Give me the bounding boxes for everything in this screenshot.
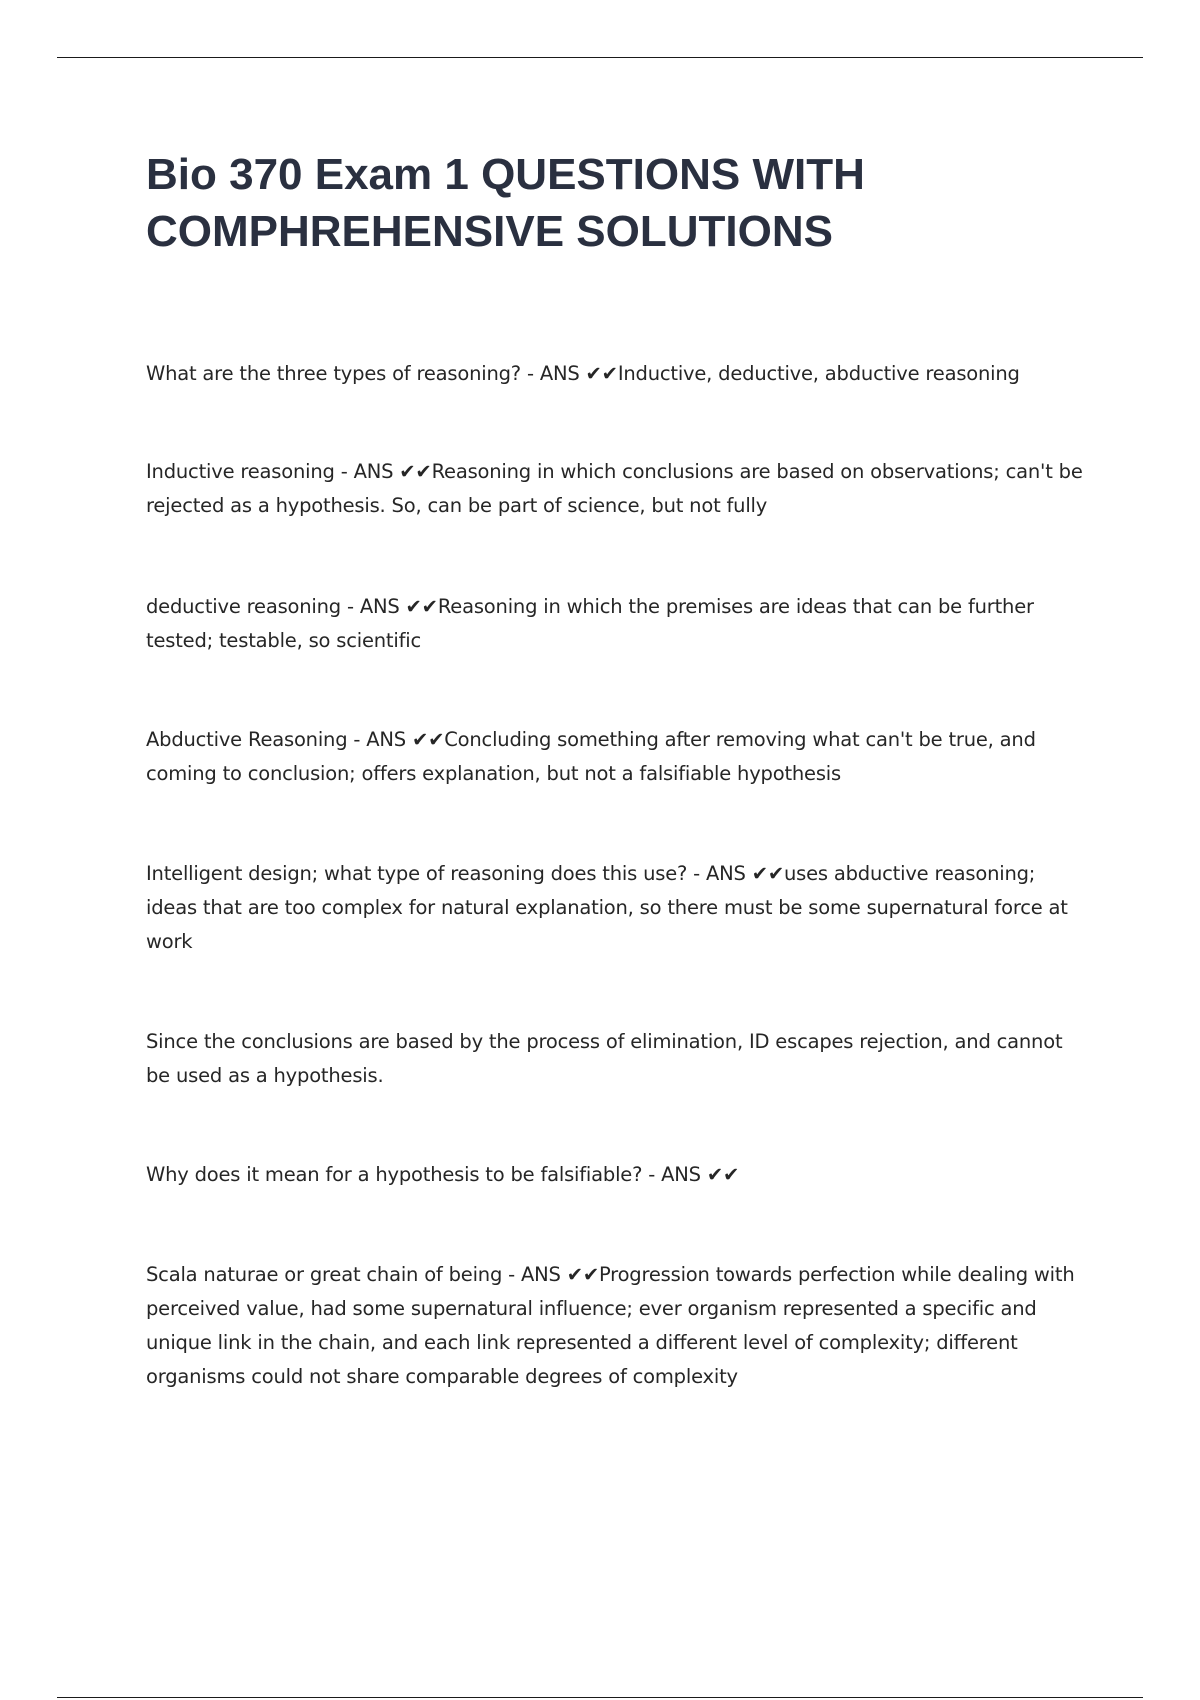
question-text: Inductive reasoning bbox=[146, 460, 335, 483]
answer-marker: ANS bbox=[366, 728, 406, 751]
checkmark-icon: ✔✔ bbox=[585, 362, 618, 385]
qa-item-8: Scala naturae or great chain of being - ANS ✔✔Progression towards perfection while dealing with perceived value, had some supernatural influence; ever organism represented a specific and unique link in the chain, and each link represented a different level of complexity; different organisms could not share comparable degrees of complexity bbox=[146, 1263, 1075, 1388]
question-text: Abductive Reasoning bbox=[146, 728, 348, 751]
document-title: Bio 370 Exam 1 QUESTIONS WITH COMPHREHENSIVE SOLUTIONS bbox=[146, 150, 865, 256]
checkmark-icon: ✔✔ bbox=[405, 595, 438, 618]
answer-text: Inductive, deductive, abductive reasoning bbox=[617, 362, 1020, 385]
question-text: Intelligent design; what type of reasoning does this use? bbox=[146, 862, 688, 885]
bottom-rule bbox=[57, 1697, 1143, 1698]
answer-marker: ANS bbox=[353, 460, 394, 483]
answer-marker: ANS bbox=[520, 1263, 561, 1286]
answer-marker: ANS bbox=[706, 862, 746, 885]
qa-item-1: What are the three types of reasoning? - ANS ✔✔Inductive, deductive, abductive reasoning bbox=[146, 362, 1020, 385]
checkmark-icon: ✔✔ bbox=[706, 1163, 740, 1186]
question-text: What are the three types of reasoning? bbox=[146, 362, 521, 385]
checkmark-icon: ✔✔ bbox=[751, 862, 784, 885]
answer-marker: ANS bbox=[359, 595, 400, 618]
answer-text: Progression towards perfection while dealing with perceived value, had some supernatural influence; ever organism represented a specific and unique link in the chain, and each link represented a different level of complexity; different organisms could not share comparable degrees of complexity bbox=[146, 1263, 1075, 1388]
answer-text: uses abductive reasoning; ideas that are too complex for natural explanation, so there must be some supernatural force at work bbox=[146, 862, 1068, 953]
checkmark-icon: ✔✔ bbox=[399, 460, 432, 483]
question-text: Scala naturae or great chain of being bbox=[146, 1263, 503, 1286]
note-text: Since the conclusions are based by the process of elimination, ID escapes rejection, and cannot be used as a hypothesis. bbox=[146, 1030, 1063, 1087]
qa-item-4: Abductive Reasoning - ANS ✔✔Concluding something after removing what can't be true, and coming to conclusion; offers explanation, but not a falsifiable hypothesis bbox=[146, 728, 1036, 785]
top-rule bbox=[57, 57, 1143, 58]
qa-item-2: Inductive reasoning - ANS ✔✔Reasoning in which conclusions are based on observations; can't be rejected as a hypothesis. So, can be part of science, but not fully bbox=[146, 460, 1083, 517]
checkmark-icon: ✔✔ bbox=[411, 728, 445, 751]
answer-marker: ANS bbox=[661, 1163, 701, 1186]
answer-text: Concluding something after removing what can't be true, and coming to conclusion; offers explanation, but not a falsifiable hypothesis bbox=[146, 728, 1036, 785]
answer-text: Reasoning in which conclusions are based on observations; can't be rejected as a hypothesis. So, can be part of science, but not fully bbox=[146, 460, 1083, 517]
answer-marker: ANS bbox=[539, 362, 580, 385]
question-text: Why does it mean for a hypothesis to be falsifiable? bbox=[146, 1163, 643, 1186]
note-paragraph bbox=[146, 1025, 1086, 1093]
answer-text: Reasoning in which the premises are ideas that can be further tested; testable, so scientific bbox=[146, 595, 1034, 652]
qa-item-7: Why does it mean for a hypothesis to be falsifiable? - ANS ✔✔ bbox=[146, 1163, 740, 1186]
qa-item-5: Intelligent design; what type of reasoning does this use? - ANS ✔✔uses abductive reasoning; ideas that are too complex for natural explanation, so there must be some supernatural force at work bbox=[146, 862, 1068, 953]
qa-item-3: deductive reasoning - ANS ✔✔Reasoning in which the premises are ideas that can be further tested; testable, so scientific bbox=[146, 595, 1034, 652]
checkmark-icon: ✔✔ bbox=[566, 1263, 599, 1286]
question-text: deductive reasoning bbox=[146, 595, 341, 618]
